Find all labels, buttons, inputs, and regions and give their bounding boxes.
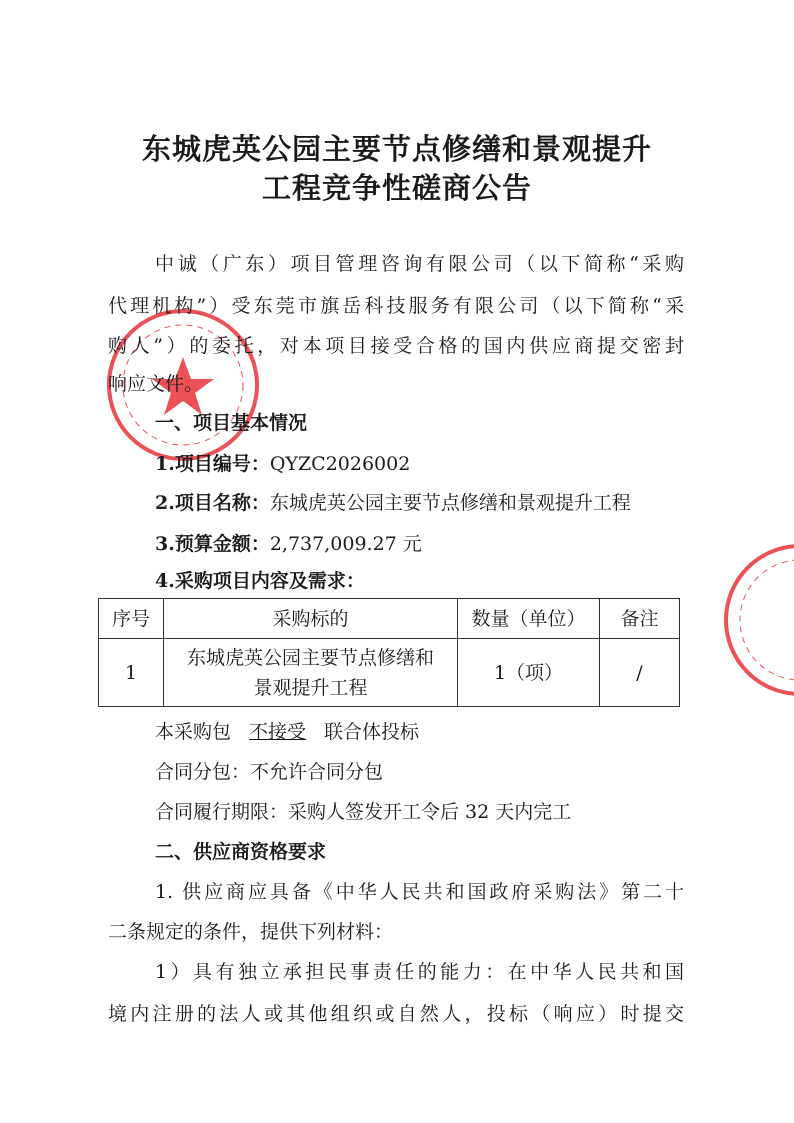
- intro-line: 响应文件。: [108, 373, 204, 395]
- intro-line: 购人”）的委托，对本项目接受合格的国内供应商提交密封: [108, 335, 684, 357]
- section1-heading: 一、项目基本情况: [155, 412, 308, 434]
- req-line: 二条规定的条件，提供下列材料：: [108, 921, 394, 943]
- subcontract-line: 合同分包：不允许合同分包: [155, 761, 384, 783]
- doc-title-line2: 工程竞争性磋商公告: [261, 171, 532, 205]
- item-content: 4.采购项目内容及需求：: [155, 570, 365, 592]
- item-project-name: 2.项目名称：东城虎英公园主要节点修缮和景观提升工程: [155, 492, 631, 514]
- table-row: 1 东城虎英公园主要节点修缮和景观提升工程 1（项） /: [99, 639, 680, 707]
- req-line: 境内注册的法人或其他组织或自然人，投标（响应）时提交: [108, 1003, 684, 1025]
- table-header-row: 序号 采购标的 数量（单位） 备注: [99, 599, 680, 639]
- req-line: 1）具有独立承担民事责任的能力：在中华人民共和国: [155, 961, 684, 983]
- intro-line: 代理机构”）受东莞市旗岳科技服务有限公司（以下简称“采: [108, 295, 684, 317]
- company-seal-stamp-edge: [720, 540, 794, 700]
- procurement-table: [98, 598, 680, 707]
- consortium-line: 本采购包 不接受 联合体投标: [155, 721, 420, 743]
- section2-heading: 二、供应商资格要求: [155, 841, 327, 863]
- item-budget: 3.预算金额：2,737,009.27 元: [155, 533, 422, 555]
- doc-title-line1: 东城虎英公园主要节点修缮和景观提升: [141, 132, 652, 166]
- period-line: 合同履行期限：采购人签发开工令后 32 天内完工: [155, 801, 572, 823]
- intro-line: 中诚（广东）项目管理咨询有限公司（以下简称“采购: [155, 253, 684, 275]
- req-line: 1. 供应商应具备《中华人民共和国政府采购法》第二十: [155, 881, 684, 903]
- item-project-number: 1.项目编号：QYZC2026002: [155, 453, 411, 475]
